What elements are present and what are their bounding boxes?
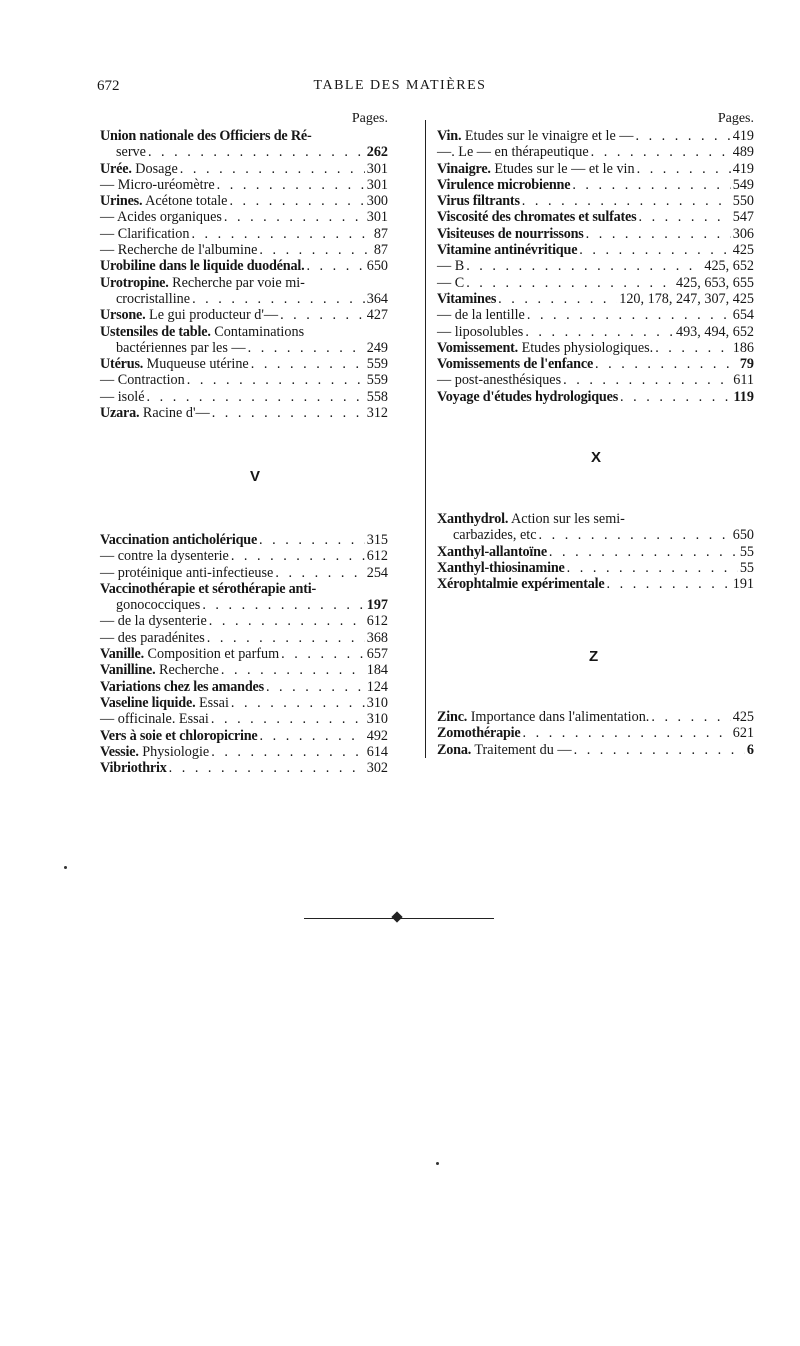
- entry-text: Ustensiles de table. Contaminations: [100, 323, 305, 340]
- page-reference: 493, 494, 652: [675, 323, 754, 340]
- section-heading-x: X: [591, 449, 602, 466]
- index-line: [100, 581, 388, 597]
- index-entry: [100, 128, 388, 161]
- page-reference: 425: [732, 242, 754, 259]
- index-line: [100, 226, 388, 242]
- index-line: [100, 597, 388, 613]
- left-column-v: [100, 532, 388, 776]
- index-entry: [100, 646, 388, 662]
- dot-leader: [192, 291, 365, 307]
- index-line: [100, 193, 388, 209]
- index-line: [437, 209, 754, 225]
- index-entry: [437, 389, 754, 405]
- page-reference: 310: [366, 694, 388, 711]
- pages-column-label: Pages.: [717, 111, 754, 126]
- index-line: [100, 548, 388, 564]
- index-line: [100, 662, 388, 678]
- entry-text: — officinale. Essai: [100, 711, 209, 728]
- page-reference: 186: [732, 339, 754, 356]
- index-line: [437, 307, 754, 323]
- index-entry: [437, 275, 754, 291]
- dot-leader: [523, 725, 731, 741]
- index-entry: [437, 560, 754, 576]
- entry-text: Union nationale des Officiers de Ré-: [100, 128, 312, 144]
- page-reference: 650: [732, 527, 754, 544]
- page-reference: 654: [732, 307, 754, 324]
- dot-leader: [586, 226, 731, 242]
- entry-text: Urée. Dosage: [100, 160, 178, 177]
- index-line: [437, 725, 754, 741]
- dot-leader: [209, 613, 365, 629]
- entry-text: Visiteuses de nourrissons: [437, 225, 584, 242]
- dot-leader: [572, 177, 730, 193]
- index-line: [437, 144, 754, 160]
- index-entry: [437, 307, 754, 323]
- page-reference: 657: [366, 646, 388, 663]
- index-line: [100, 728, 388, 744]
- entry-text: bactériennes par les —: [116, 339, 246, 356]
- column-divider: [425, 120, 426, 758]
- index-entry: [100, 532, 388, 548]
- index-line: [437, 324, 754, 340]
- dot-leader: [260, 728, 365, 744]
- index-entry: [100, 744, 388, 760]
- index-entry: [100, 356, 388, 372]
- dot-leader: [217, 177, 365, 193]
- dot-leader: [574, 742, 745, 758]
- index-line: [437, 576, 754, 592]
- dot-leader: [202, 597, 364, 613]
- entry-text: Xérophtalmie expérimentale: [437, 576, 605, 593]
- dot-leader: [522, 193, 731, 209]
- index-line: [100, 340, 388, 356]
- index-list: [100, 532, 388, 776]
- index-line: [437, 372, 754, 388]
- dot-leader: [563, 372, 731, 388]
- entry-text: Vanille. Composition et parfum: [100, 646, 280, 663]
- index-entry: [437, 291, 754, 307]
- index-line: [437, 511, 754, 527]
- index-line: [100, 565, 388, 581]
- page-reference: 425, 652: [704, 258, 754, 275]
- index-line: [100, 532, 388, 548]
- index-line: [100, 711, 388, 727]
- index-entry: [437, 258, 754, 274]
- dot-leader: [259, 242, 371, 258]
- entry-text: Vanilline. Recherche: [100, 662, 219, 679]
- index-line: [437, 560, 754, 576]
- page-reference: 301: [366, 160, 388, 177]
- page-reference: 621: [732, 725, 754, 742]
- entry-text: Vomissement. Etudes physiologiques.: [437, 339, 654, 356]
- page-reference: 301: [366, 176, 388, 193]
- page-reference: 559: [366, 372, 388, 389]
- dot-leader: [466, 275, 674, 291]
- entry-text: — B: [437, 258, 465, 275]
- dot-leader: [224, 209, 365, 225]
- dot-leader: [251, 356, 365, 372]
- index-list: [437, 128, 754, 405]
- index-entry: [100, 209, 388, 225]
- right-column-z: [437, 709, 754, 758]
- page-reference: 425, 653, 655: [675, 274, 754, 291]
- index-line: [437, 128, 754, 144]
- dot-leader: [655, 340, 731, 356]
- dot-leader: [635, 128, 730, 144]
- left-column-top: [100, 110, 388, 421]
- entry-text: Xanthyl-allantoïne: [437, 543, 547, 560]
- index-line: [100, 242, 388, 258]
- index-entry: [100, 581, 388, 614]
- page-reference: 300: [366, 193, 388, 210]
- index-list: [437, 709, 754, 758]
- page-reference: 312: [366, 405, 388, 422]
- index-line: [100, 760, 388, 776]
- entry-text: Vitamines: [437, 290, 497, 307]
- entry-text: — Micro-uréomètre: [100, 176, 215, 193]
- entry-text: — des paradénites: [100, 629, 205, 646]
- dot-leader: [595, 356, 738, 372]
- index-line: [100, 258, 388, 274]
- index-entry: [100, 630, 388, 646]
- index-entry: [437, 372, 754, 388]
- entry-text: Virulence microbienne: [437, 176, 571, 193]
- page-reference: 427: [366, 307, 388, 324]
- entry-text: Vin. Etudes sur le vinaigre et le —: [437, 128, 634, 144]
- index-line: [100, 128, 388, 144]
- index-line: [100, 356, 388, 372]
- page-reference: 547: [732, 209, 754, 226]
- index-entry: [437, 340, 754, 356]
- index-line: [437, 226, 754, 242]
- entry-text: — Clarification: [100, 225, 190, 242]
- entry-text: — de la lentille: [437, 307, 525, 324]
- dot-leader: [169, 760, 365, 776]
- index-entry: [100, 275, 388, 308]
- dot-leader: [637, 161, 731, 177]
- index-entry: [437, 161, 754, 177]
- page-reference: 301: [366, 209, 388, 226]
- page-reference: 191: [732, 576, 754, 593]
- index-line: [100, 275, 388, 291]
- entry-text: Variations chez les amandes: [100, 678, 264, 695]
- dot-leader: [212, 405, 365, 421]
- index-entry: [100, 405, 388, 421]
- entry-text: Zomothérapie: [437, 725, 521, 742]
- page-reference: 302: [366, 760, 388, 777]
- dot-leader: [231, 695, 365, 711]
- index-line: [437, 389, 754, 405]
- entry-text: crocristalline: [116, 290, 191, 307]
- index-line: [100, 744, 388, 760]
- index-line: [100, 161, 388, 177]
- page-reference: 6: [746, 741, 754, 758]
- entry-text: Viscosité des chromates et sulfates: [437, 209, 637, 226]
- entry-text: Xanthyl-thiosinamine: [437, 559, 565, 576]
- dot-leader: [259, 532, 365, 548]
- dot-leader: [191, 226, 371, 242]
- dot-leader: [187, 372, 365, 388]
- dot-leader: [281, 646, 365, 662]
- entry-text: Urobiline dans le liquide duodénal.: [100, 258, 305, 275]
- dot-leader: [498, 291, 617, 307]
- page-reference: 124: [366, 678, 388, 695]
- dot-leader: [527, 307, 731, 323]
- print-speck: [436, 1162, 439, 1165]
- index-entry: [437, 177, 754, 193]
- index-entry: [437, 576, 754, 592]
- page-reference: 184: [366, 662, 388, 679]
- pages-column-label: Pages.: [351, 111, 388, 126]
- section-heading-v: V: [250, 468, 261, 485]
- index-line: [437, 356, 754, 372]
- index-entry: [437, 128, 754, 144]
- dot-leader: [466, 258, 702, 274]
- index-entry: [100, 177, 388, 193]
- index-entry: [437, 324, 754, 340]
- end-ornament: [304, 912, 494, 924]
- page-reference: 364: [366, 290, 388, 307]
- index-entry: [100, 760, 388, 776]
- entry-text: Uzara. Racine d'—: [100, 405, 210, 422]
- page-reference: 55: [739, 543, 754, 560]
- entry-text: serve: [116, 144, 146, 161]
- index-line: [100, 613, 388, 629]
- page-reference: 249: [366, 339, 388, 356]
- index-entry: [437, 193, 754, 209]
- index-line: [100, 405, 388, 421]
- dot-leader: [579, 242, 730, 258]
- entry-text: — post-anesthésiques: [437, 372, 562, 389]
- page-reference: 262: [366, 144, 388, 161]
- index-entry: [100, 662, 388, 678]
- page-reference: 87: [373, 225, 388, 242]
- entry-text: Virus filtrants: [437, 193, 520, 210]
- entry-text: Zinc. Importance dans l'alimentation.: [437, 709, 650, 725]
- dot-leader: [306, 258, 364, 274]
- page-reference: 611: [733, 372, 754, 389]
- page-reference: 120, 178, 247, 307, 425: [619, 290, 754, 307]
- index-line: [437, 291, 754, 307]
- index-line: [437, 742, 754, 758]
- index-line: [100, 324, 388, 340]
- dot-leader: [148, 144, 365, 160]
- index-line: [100, 307, 388, 323]
- index-line: [100, 389, 388, 405]
- page-reference: 419: [732, 128, 754, 144]
- entry-text: gonococciques: [116, 597, 201, 614]
- page-reference: 310: [366, 711, 388, 728]
- index-entry: [100, 565, 388, 581]
- entry-text: Voyage d'études hydrologiques: [437, 388, 619, 405]
- page-reference: 492: [366, 727, 388, 744]
- index-entry: [437, 242, 754, 258]
- index-entry: [437, 709, 754, 725]
- index-entry: [100, 613, 388, 629]
- index-entry: [100, 372, 388, 388]
- index-line: [100, 209, 388, 225]
- entry-text: — Acides organiques: [100, 209, 222, 226]
- index-line: [100, 144, 388, 160]
- dot-leader: [229, 193, 364, 209]
- index-entry: [100, 679, 388, 695]
- page-reference: 612: [366, 548, 388, 565]
- page-reference: 368: [366, 629, 388, 646]
- page-reference: 419: [732, 160, 754, 177]
- index-entry: [100, 389, 388, 405]
- index-entry: [437, 226, 754, 242]
- index-entry: [100, 324, 388, 357]
- index-line: [100, 630, 388, 646]
- page-reference: 55: [739, 559, 754, 576]
- page-reference: 614: [366, 743, 388, 760]
- index-line: [100, 291, 388, 307]
- page-reference: 549: [732, 176, 754, 193]
- index-list: [100, 128, 388, 421]
- index-entry: [100, 695, 388, 711]
- page-reference: 559: [366, 356, 388, 373]
- entry-text: Urotropine. Recherche par voie mi-: [100, 274, 305, 291]
- page-reference: 425: [732, 709, 754, 725]
- page-reference: 558: [366, 388, 388, 405]
- dot-leader: [248, 340, 365, 356]
- index-line: [100, 679, 388, 695]
- index-entry: [437, 725, 754, 741]
- index-entry: [100, 161, 388, 177]
- section-heading-z: Z: [589, 648, 599, 665]
- running-title: TABLE DES MATIÈRES: [313, 78, 487, 93]
- page-reference: 119: [733, 388, 754, 405]
- dot-leader: [591, 144, 731, 160]
- index-line: [437, 258, 754, 274]
- index-entry: [100, 728, 388, 744]
- index-line: [100, 646, 388, 662]
- dot-leader: [207, 630, 365, 646]
- entry-text: Ursone. Le gui producteur d'—: [100, 307, 279, 324]
- right-column-x: [437, 511, 754, 592]
- entry-text: Xanthydrol. Action sur les semi-: [437, 511, 625, 527]
- index-entry: [100, 226, 388, 242]
- index-line: [100, 372, 388, 388]
- entry-text: Zona. Traitement du —: [437, 741, 572, 758]
- dot-leader: [147, 389, 365, 405]
- index-line: [437, 177, 754, 193]
- page-number: 672: [97, 78, 120, 94]
- index-entry: [437, 511, 754, 544]
- dot-leader: [221, 662, 365, 678]
- dot-leader: [180, 161, 365, 177]
- index-list: [437, 511, 754, 592]
- page-reference: 306: [732, 225, 754, 242]
- entry-text: Vitamine antinévritique: [437, 242, 578, 259]
- index-entry: [437, 209, 754, 225]
- entry-text: — liposolubles: [437, 323, 524, 340]
- dot-leader: [525, 324, 674, 340]
- page-reference: 315: [366, 532, 388, 548]
- entry-text: — C: [437, 274, 465, 291]
- index-entry: [437, 742, 754, 758]
- index-line: [437, 709, 754, 725]
- index-entry: [100, 242, 388, 258]
- dot-leader: [211, 744, 364, 760]
- index-entry: [100, 711, 388, 727]
- entry-text: Vibriothrix: [100, 760, 167, 777]
- entry-text: Vomissements de l'enfance: [437, 356, 594, 373]
- right-column-top: [437, 110, 754, 405]
- page-reference: 197: [366, 597, 388, 614]
- dot-leader: [231, 548, 365, 564]
- page-reference: 612: [366, 613, 388, 630]
- index-entry: [100, 307, 388, 323]
- dot-leader: [266, 679, 365, 695]
- dot-leader: [280, 307, 365, 323]
- dot-leader: [607, 576, 731, 592]
- entry-text: Vessie. Physiologie: [100, 743, 210, 760]
- index-entry: [100, 258, 388, 274]
- entry-text: — Recherche de l'albumine: [100, 242, 258, 259]
- index-entry: [100, 193, 388, 209]
- entry-text: — contre la dysenterie: [100, 548, 229, 565]
- page-reference: 254: [366, 564, 388, 581]
- entry-text: Vaccination anticholérique: [100, 532, 258, 548]
- dot-leader: [651, 709, 730, 725]
- entry-text: carbazides, etc: [453, 527, 537, 544]
- entry-text: — de la dysenterie: [100, 613, 207, 630]
- page-reference: 79: [739, 356, 754, 373]
- dot-leader: [638, 209, 730, 225]
- entry-text: — protéinique anti-infectieuse: [100, 564, 274, 581]
- page-reference: 489: [732, 144, 754, 161]
- dot-leader: [275, 565, 364, 581]
- entry-text: Vaseline liquide. Essai: [100, 694, 229, 711]
- index-line: [100, 695, 388, 711]
- entry-text: — isolé: [100, 388, 145, 405]
- index-line: [437, 161, 754, 177]
- entry-text: Vers à soie et chloropicrine: [100, 727, 258, 744]
- index-line: [437, 527, 754, 543]
- dot-leader: [211, 711, 365, 727]
- page-reference: 550: [732, 193, 754, 210]
- index-entry: [437, 544, 754, 560]
- entry-text: —. Le — en thérapeutique: [437, 144, 589, 161]
- index-line: [437, 340, 754, 356]
- dot-leader: [620, 389, 731, 405]
- index-line: [100, 177, 388, 193]
- dot-leader: [539, 527, 731, 543]
- entry-text: Vaccinothérapie et sérothérapie anti-: [100, 580, 317, 597]
- page-reference: 87: [373, 242, 388, 259]
- index-entry: [100, 548, 388, 564]
- print-speck: [64, 866, 67, 869]
- index-line: [437, 242, 754, 258]
- entry-text: Urines. Acétone totale: [100, 193, 228, 210]
- entry-text: — Contraction: [100, 372, 185, 389]
- index-line: [437, 275, 754, 291]
- page-reference: 650: [366, 258, 388, 275]
- index-line: [437, 193, 754, 209]
- dot-leader: [549, 544, 738, 560]
- entry-text: Utérus. Muqueuse utérine: [100, 356, 249, 373]
- index-line: [437, 544, 754, 560]
- index-entry: [437, 144, 754, 160]
- entry-text: Vinaigre. Etudes sur le — et le vin: [437, 160, 635, 177]
- index-entry: [437, 356, 754, 372]
- dot-leader: [567, 560, 738, 576]
